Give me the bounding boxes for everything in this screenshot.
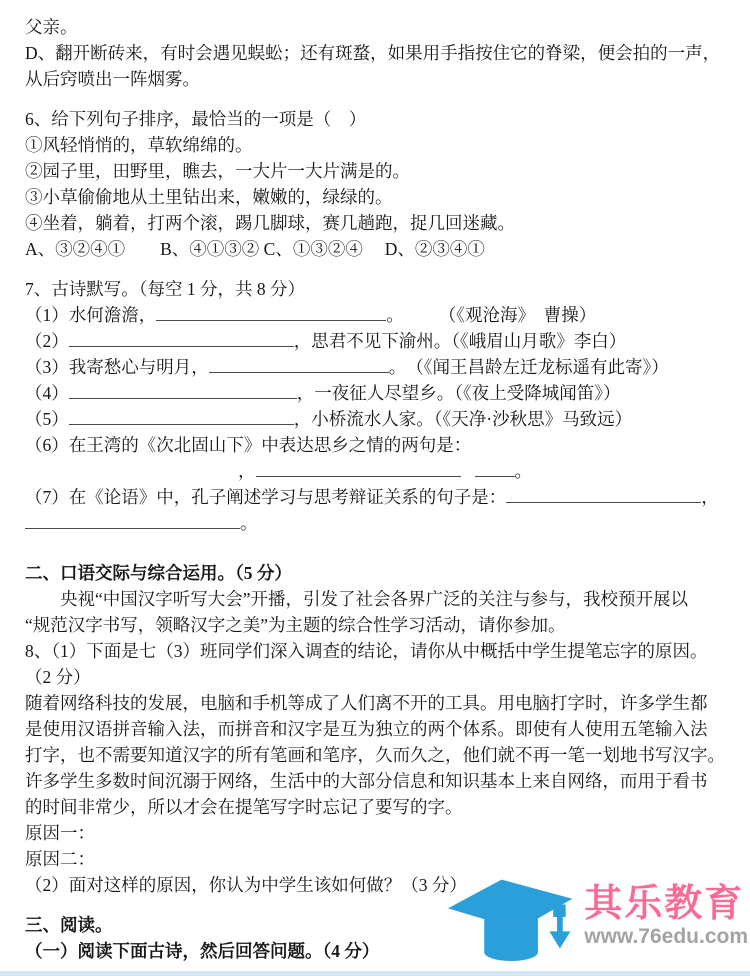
fill-text: ，小桥流水人家。（《天净·沙秋思》马致远） xyxy=(293,409,633,429)
fill-text: （7）在《论语》中，孔子阐述学习与思考辩证关系的句子是： xyxy=(25,487,507,507)
fill-text: 。 （《观沧海》 曹操） xyxy=(386,305,597,325)
q8-part1-score: （2 分） xyxy=(25,667,91,687)
q6-sentence-2: ②园子里，田野里，瞧去，一大片一大片满是的。 xyxy=(25,161,410,181)
answer-blank xyxy=(475,460,515,477)
q7-item-7 xyxy=(25,484,732,510)
fill-text: 。 xyxy=(240,513,258,533)
fill-text: ， xyxy=(701,487,719,507)
q8-passage-line-5: 的时间非常少，所以才会在提笔写字时忘记了要写的字。 xyxy=(25,797,463,817)
answer-blank xyxy=(156,304,386,321)
section-2-intro-2: “规范汉字书写，领略汉字之美”为主题的综合性学习活动，请你参加。 xyxy=(25,615,566,635)
q6-choices: A、③②④① B、④①③② C、①③②④ D、②③④① xyxy=(25,239,485,259)
fill-text: （2） xyxy=(25,331,69,351)
q7-item-7-blank-2 xyxy=(25,510,732,536)
section-2-heading: 二、口语交际与综合运用。（5 分） xyxy=(25,563,292,583)
tassel-knob xyxy=(553,905,565,917)
q8-part2-prompt: （2）面对这样的原因，你认为中学生该如何做？（3 分） xyxy=(25,875,467,895)
logo-text-block xyxy=(584,883,748,949)
q8-reason-1: 原因一： xyxy=(25,823,95,843)
q8-part1-prompt: 8、（1）下面是七（3）班同学们深入调查的结论，请你从中概括中学生提笔忘字的原因。 xyxy=(25,641,708,661)
q7-item-2 xyxy=(25,328,732,354)
spacer xyxy=(25,536,732,560)
cap-cylinder-bottom xyxy=(485,944,539,961)
fill-text: ，思君不见下渝州。（《峨眉山月歌》李白） xyxy=(293,331,627,351)
logo-website-url: www.76edu.com xyxy=(584,925,748,948)
option-c-tail-line: 父亲。 xyxy=(25,17,78,37)
fill-text: （3）我寄愁心与明月， xyxy=(25,357,209,377)
q7-item-6: （6）在王湾的《次北固山下》中表达思乡之情的两句是： xyxy=(25,435,472,455)
q6-title: 6、给下列句子排序，最恰当的一项是（ ） xyxy=(25,109,367,129)
fill-text: 。 xyxy=(514,461,532,481)
fill-text: ，一夜征人尽望乡。（《夜上受降城闻笛》） xyxy=(296,383,621,403)
section-3-sub-heading: （一）阅读下面古诗，然后回答问题。（4 分） xyxy=(25,941,380,961)
option-d-line-2: 从后窍喷出一阵烟雾。 xyxy=(25,69,200,89)
fill-text: 。 （《闻王昌龄左迁龙标遥有此寄》） xyxy=(388,357,669,377)
fill-text: （1）水何澹澹， xyxy=(25,305,157,325)
answer-blank xyxy=(69,330,294,347)
fill-text: （4） xyxy=(25,383,69,403)
option-d-line-1: D、翻开断砖来，有时会遇见蜈蚣；还有斑蝥，如果用手指按住它的脊梁，便会拍的一声， xyxy=(25,43,721,63)
q8-passage-line-1: 随着网络科技的发展，电脑和手机等成了人们离不开的工具。用电脑打字时，许多学生都 xyxy=(25,693,708,713)
answer-blank xyxy=(25,512,240,529)
q6-sentence-1: ①风轻悄悄的，草软绵绵的。 xyxy=(25,135,253,155)
answer-blank xyxy=(506,486,701,503)
q7-item-4 xyxy=(25,380,732,406)
spacer xyxy=(25,262,732,276)
q8-passage-line-4: 许多学生多数时间沉溺于网络，生活中的大部分信息和知识基本上来自网络，而用于看书 xyxy=(25,771,708,791)
bottom-edge-strip xyxy=(0,971,750,976)
q8-passage-line-3: 打字，也不需要知道汉字的所有笔画和笔序，久而久之，他们就不再一笔一划地书写汉字。 xyxy=(25,745,725,765)
q7-item-3 xyxy=(25,354,732,380)
q6-sentence-4: ④坐着，躺着，打两个滚，踢几脚球，赛几趟跑，捉几回迷藏。 xyxy=(25,213,515,233)
fill-text: （5） xyxy=(25,409,69,429)
q7-item-6-blanks xyxy=(25,458,732,484)
section-2-intro-1: 央视“中国汉字听写大会”开播，引发了社会各界广泛的关注与参与，我校预开展以 xyxy=(25,589,689,609)
q8-reason-2: 原因二： xyxy=(25,849,95,869)
q8-passage-line-2: 是使用汉语拼音输入法，而拼音和汉字是互为独立的两个体系。即使有人使用五笔输入法 xyxy=(25,719,708,739)
tassel-tip xyxy=(550,931,571,948)
answer-blank xyxy=(209,356,389,373)
graduation-cap-icon xyxy=(446,868,580,964)
q6-sentence-3: ③小草偷偷地从土里钻出来，嫩嫩的，绿绿的。 xyxy=(25,187,393,207)
q7-item-1 xyxy=(25,302,732,328)
section-3-heading: 三、阅读。 xyxy=(25,915,113,935)
answer-blank xyxy=(256,460,461,477)
site-logo xyxy=(446,868,748,964)
spacer xyxy=(25,92,732,106)
cap-board xyxy=(448,880,572,930)
tassel-strap xyxy=(557,916,563,933)
fill-text: ， xyxy=(238,461,256,481)
q7-item-5 xyxy=(25,406,732,432)
horizontal-space xyxy=(461,476,475,477)
horizontal-space xyxy=(25,476,238,477)
logo-brand-name: 其乐教育 xyxy=(584,883,745,925)
answer-blank xyxy=(69,382,297,399)
answer-blank xyxy=(69,408,294,425)
q7-title: 7、古诗默写。（每空 1 分，共 8 分） xyxy=(25,279,305,299)
